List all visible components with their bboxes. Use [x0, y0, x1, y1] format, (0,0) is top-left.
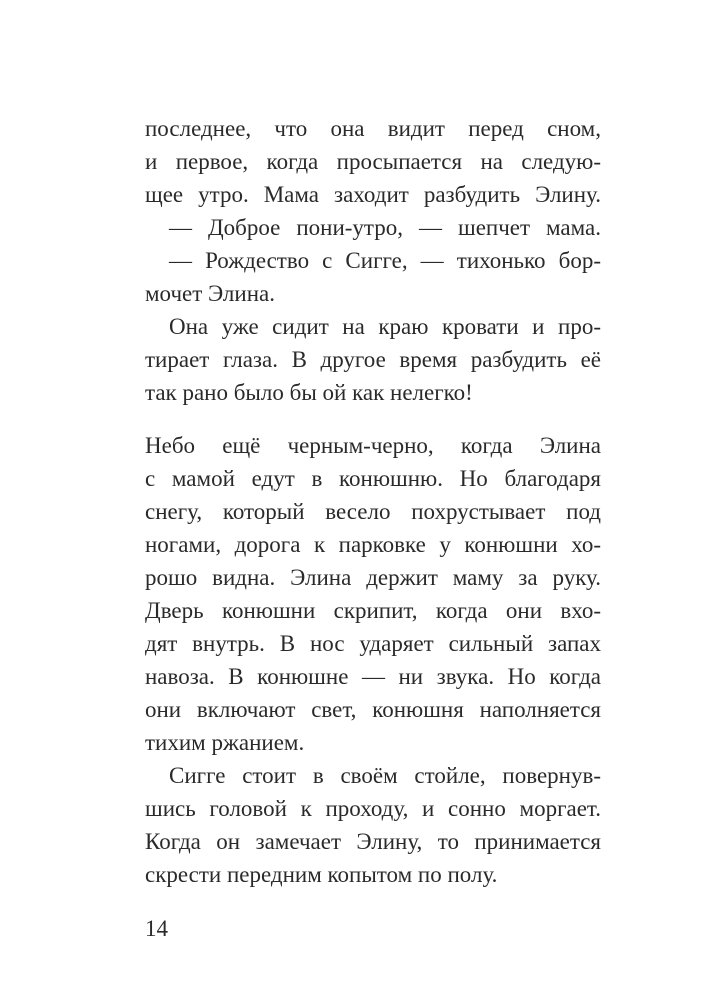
text-line: снегу, который весело похрустывает под: [145, 499, 601, 524]
text-line: последнее, что она видит перед сном,: [145, 116, 601, 141]
paragraph: [145, 211, 601, 244]
text-line: так рано было бы ой как нелегко!: [145, 380, 473, 405]
text-line: они включают свет, конюшня наполняется: [145, 697, 601, 722]
text-line: Небо ещё черным-черно, когда Элина: [145, 433, 601, 458]
text-line: дят внутрь. В нос ударяет сильный запах: [145, 631, 601, 656]
text-line: тирает глаза. В другое время разбудить её: [145, 347, 601, 372]
text-line: — Доброе пони-утро, — шепчет мама.: [169, 215, 601, 240]
text-line: навоза. В конюшне — ни звука. Но когда: [145, 664, 601, 689]
text-line: мочет Элина.: [145, 281, 275, 306]
paragraph: [145, 112, 601, 211]
text-line: с мамой едут в конюшню. Но благодаря: [145, 466, 601, 491]
page-number: 14: [145, 916, 168, 941]
text-line: щее утро. Мама заходит разбудить Элину.: [145, 182, 601, 207]
text-line: тихим ржанием.: [145, 730, 305, 755]
text-line: шись головой к проходу, и сонно моргает.: [145, 796, 601, 821]
text-line: — Рождество с Сигге, — тихонько бор-: [169, 248, 601, 273]
text-line: и первое, когда просыпается на следую-: [145, 149, 601, 174]
page-body: [145, 112, 601, 891]
text-line: скрести передним копытом по полу.: [145, 862, 498, 887]
paragraph: [145, 759, 601, 891]
text-line: Когда он замечает Элину, то принимается: [145, 829, 601, 854]
text-line: Сигге стоит в своём стойле, повернув-: [169, 763, 601, 788]
paragraph: [145, 310, 601, 409]
paragraph: [145, 244, 601, 310]
text-line: Дверь конюшни скрипит, когда они вхо-: [145, 598, 601, 623]
section-break: [145, 409, 601, 429]
text-line: ногами, дорога к парковке у конюшни хо-: [145, 532, 601, 557]
text-line: Она уже сидит на краю кровати и про-: [169, 314, 601, 339]
text-line: рошо видна. Элина держит маму за руку.: [145, 565, 601, 590]
paragraph: [145, 429, 601, 759]
